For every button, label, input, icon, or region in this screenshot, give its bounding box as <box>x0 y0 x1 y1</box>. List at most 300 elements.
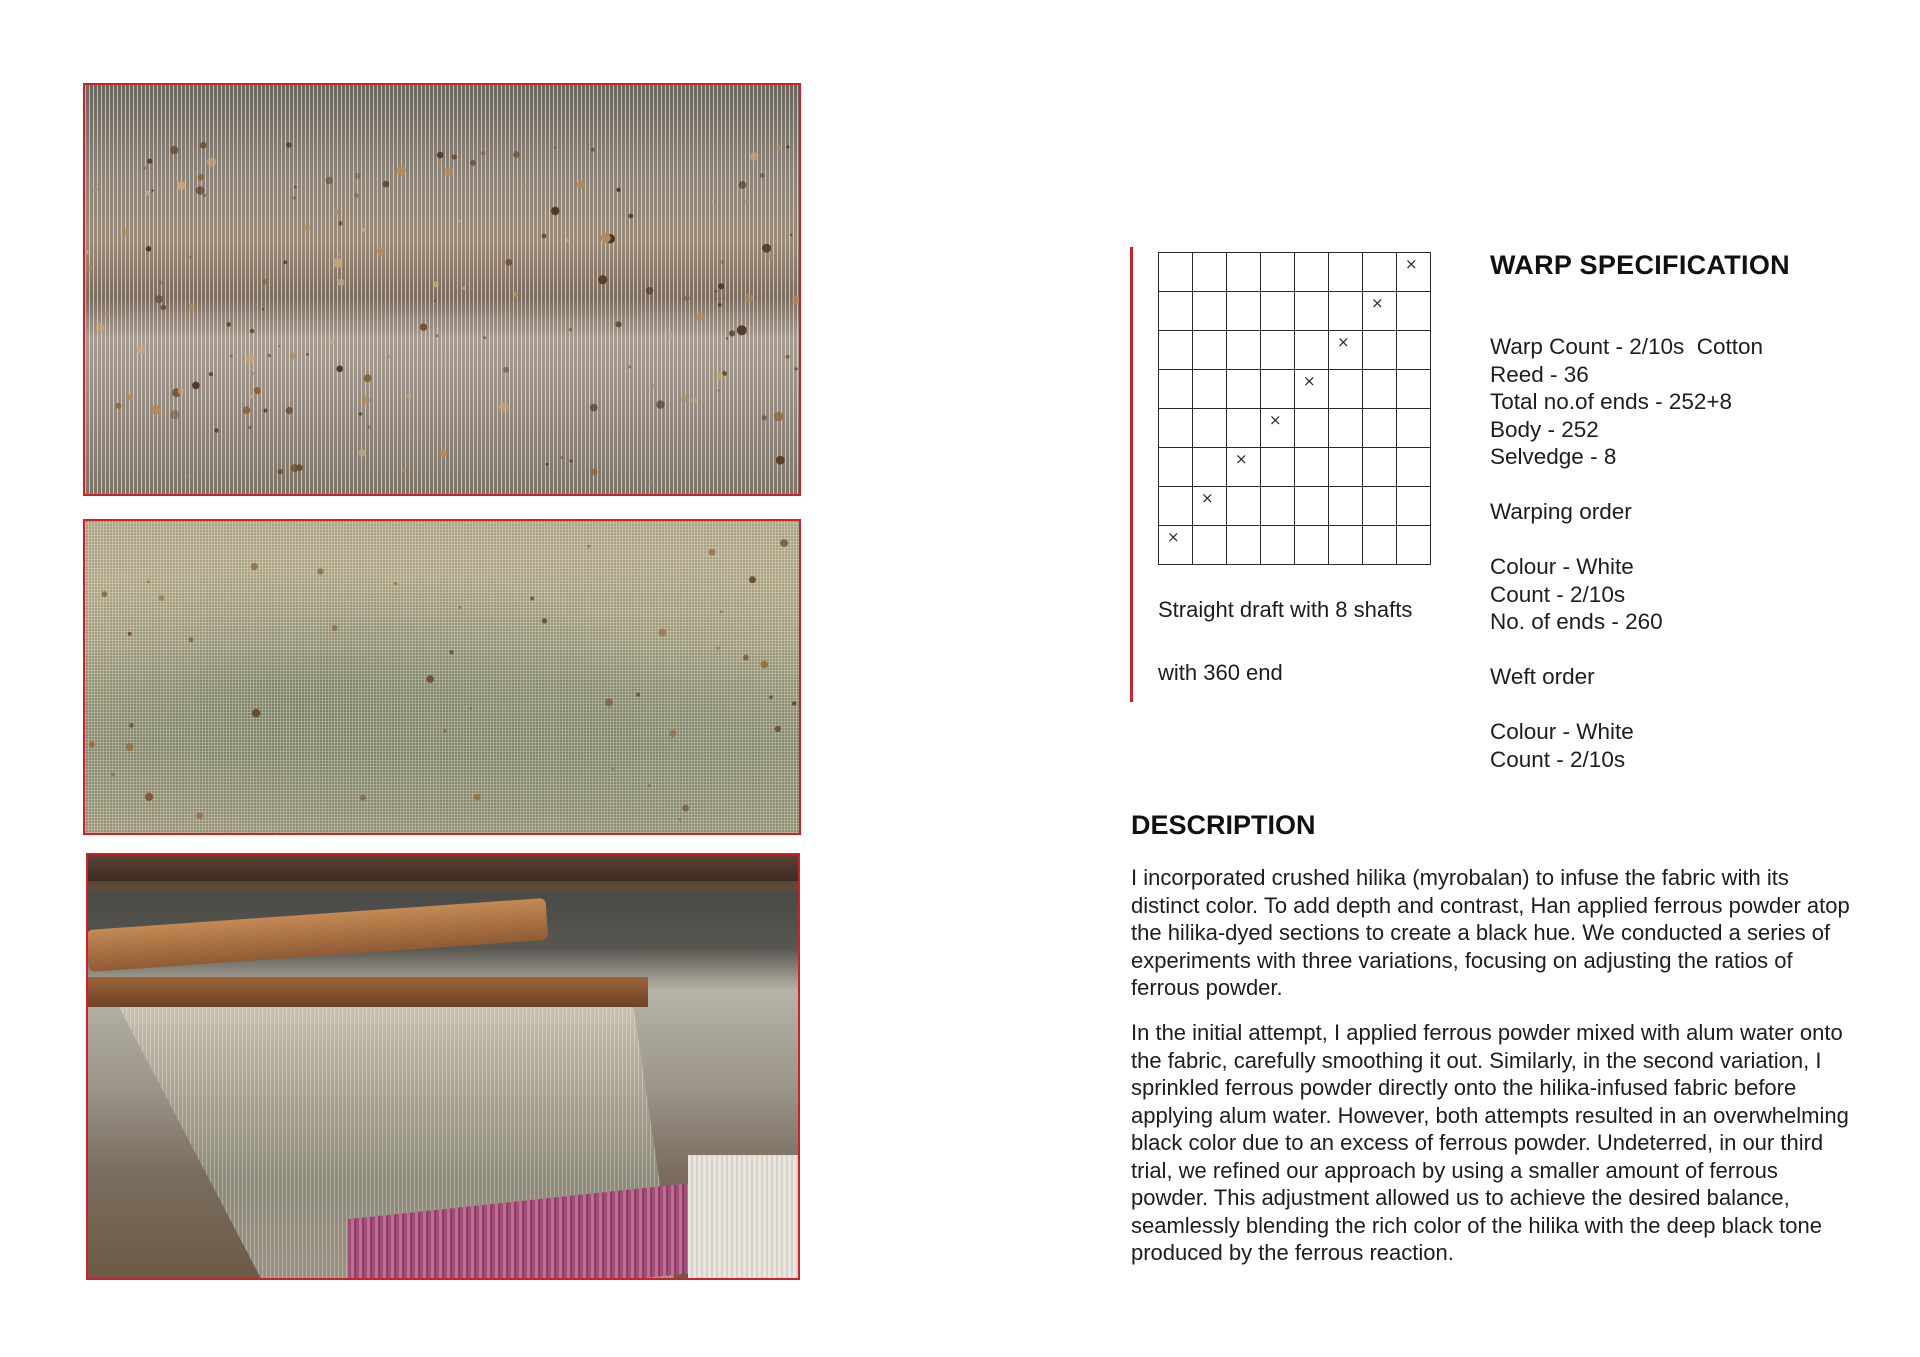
speckle <box>196 812 203 819</box>
speckle <box>151 405 160 414</box>
speckle <box>718 303 722 307</box>
draft-cell <box>1193 253 1227 292</box>
speckle <box>438 161 442 165</box>
speckle <box>750 152 759 161</box>
speckle <box>762 244 771 253</box>
speckle <box>776 145 781 150</box>
speckle <box>354 193 359 198</box>
description-paragraph-1: I incorporated crushed hilika (myrobalan) to infuse the fabric with its distinct color. To add depth and contrast, Han applied ferrous powder atop the hilika-dyed sections to create a black hue. We conducted a series of experiments with three variations, focusing on adjusting the ratios of ferrous powder. <box>1131 865 1850 1000</box>
draft-mark: × <box>1303 372 1316 390</box>
description-paragraph-2: In the initial attempt, I applied ferrous powder mixed with alum water onto the fabric, carefully smoothing it out. Similarly, in the second variation, I sprinkled ferrous powder directly onto the hilika-infused fabric before applying alum water. However, both attempts resulted in an overwhelming black color due to an excess of ferrous powder. Undeterred, in our third trial, we refined our approach by using a smaller amount of ferrous powder. This adjustment allowed us to achieve the desired balance, seamlessly blending the rich color of the hilika with the deep black tone produced by the ferrous reaction. <box>1131 1020 1849 1265</box>
warp-spec-line: Count - 2/10s <box>1490 581 1626 607</box>
speckle <box>459 606 462 609</box>
speckle <box>188 304 195 311</box>
speckle <box>530 596 534 600</box>
speckle <box>394 582 397 585</box>
speckle <box>306 353 309 356</box>
draft-cell <box>1329 292 1363 331</box>
draft-cell <box>1295 487 1329 526</box>
speckle <box>616 188 620 192</box>
draft-cell <box>1397 331 1431 370</box>
draft-cell <box>1329 448 1363 487</box>
draft-cell <box>1227 253 1261 292</box>
draft-cell <box>1159 292 1193 331</box>
warp-spec-spacer <box>1490 526 1763 554</box>
speckle <box>251 563 258 570</box>
speckle <box>286 142 292 148</box>
draft-cell <box>1397 253 1431 292</box>
speckle <box>648 784 651 787</box>
draft-cell <box>1363 487 1397 526</box>
speckle <box>776 456 785 465</box>
draft-cell <box>1295 370 1329 409</box>
speckle <box>189 637 194 642</box>
speckle <box>189 255 192 258</box>
draft-cell <box>1397 448 1431 487</box>
speckle <box>598 275 607 284</box>
speckle <box>444 167 453 176</box>
speckle <box>629 214 634 219</box>
draft-cell <box>1363 409 1397 448</box>
draft-mark: × <box>1167 528 1180 546</box>
speckle <box>359 412 362 415</box>
speckle <box>668 334 672 338</box>
speckle <box>470 160 476 166</box>
draft-cell <box>1295 448 1329 487</box>
speckle <box>739 181 747 189</box>
speckle <box>775 726 781 732</box>
speckle <box>158 595 164 601</box>
loom-warp-photo <box>83 83 801 496</box>
speckle <box>170 146 178 154</box>
speckle <box>290 352 296 358</box>
speckle <box>605 698 613 706</box>
draft-cell <box>1159 526 1193 565</box>
speckle <box>591 469 598 476</box>
speckle <box>616 321 622 327</box>
speckle <box>591 148 595 152</box>
speckle <box>214 428 218 432</box>
speckle <box>252 709 260 717</box>
warp-spec-line: No. of ends - 260 <box>1490 609 1663 634</box>
speckle <box>443 359 446 362</box>
draft-cell <box>1363 292 1397 331</box>
warp-spec-line: Colour - White <box>1490 554 1634 579</box>
speckle <box>203 194 206 197</box>
speckle <box>317 568 323 574</box>
draft-cell <box>1363 526 1397 565</box>
draft-cell <box>1261 409 1295 448</box>
draft-cell <box>1295 409 1329 448</box>
loom-weaving-photo <box>86 853 800 1280</box>
woven-fabric-closeup-photo <box>83 519 801 835</box>
speckle <box>89 742 95 748</box>
speckle <box>437 152 444 159</box>
speckle <box>102 591 108 597</box>
speckle <box>744 294 753 303</box>
speckle <box>774 412 783 421</box>
speckle <box>433 282 439 288</box>
warp-spec-spacer <box>1490 471 1763 499</box>
speckle <box>304 224 310 230</box>
draft-mark: × <box>1201 489 1214 507</box>
fabric-speckles <box>85 521 801 835</box>
draft-mark: × <box>1371 294 1384 312</box>
speckle <box>669 730 676 737</box>
speckle <box>337 253 340 256</box>
speckle <box>383 181 390 188</box>
speckle <box>246 354 255 363</box>
speckle <box>129 723 134 728</box>
speckle <box>286 407 293 414</box>
speckle <box>364 374 372 382</box>
speckle <box>178 388 185 395</box>
warp-spec-line: Warp Count - 2/10s Cotton <box>1490 334 1764 359</box>
speckle <box>396 166 406 176</box>
speckle <box>325 177 332 184</box>
speckle <box>281 746 283 748</box>
speckle <box>569 328 573 332</box>
draft-cell <box>1227 370 1261 409</box>
speckle <box>717 647 720 650</box>
speckle <box>207 157 217 167</box>
speckle <box>712 201 714 203</box>
draft-cell <box>1261 448 1295 487</box>
speckle <box>161 305 166 310</box>
draft-cell <box>1227 292 1261 331</box>
speckle <box>254 387 261 394</box>
speckle <box>522 184 526 188</box>
warp-spec-line: Total no.of ends - 252+8 <box>1490 389 1733 414</box>
speckle <box>123 229 129 235</box>
speckle <box>718 283 724 289</box>
speckle <box>293 196 296 199</box>
speckle <box>355 173 361 179</box>
speckle <box>188 474 191 477</box>
speckle <box>611 767 614 770</box>
speckle <box>792 701 797 706</box>
speckle <box>85 250 89 255</box>
speckle <box>768 253 774 259</box>
speckle <box>717 389 719 391</box>
speckle <box>474 794 481 801</box>
speckle <box>499 402 509 412</box>
speckle <box>333 258 343 268</box>
speckle <box>115 403 121 409</box>
draft-cell <box>1363 448 1397 487</box>
draft-mark: × <box>1269 411 1282 429</box>
speckle <box>440 450 447 457</box>
speckle <box>196 186 205 195</box>
draft-cell <box>1261 292 1295 331</box>
speckle <box>420 323 427 330</box>
speckle <box>682 805 689 812</box>
speckle <box>628 366 631 369</box>
speckle <box>279 345 281 347</box>
speckle <box>729 330 735 336</box>
speckle <box>458 220 461 223</box>
warp-spec-title: WARP SPECIFICATION <box>1490 250 1790 280</box>
draft-mark: × <box>1337 333 1350 351</box>
speckle <box>367 426 370 429</box>
warp-spec-line: Weft order <box>1490 664 1595 689</box>
draft-cell <box>1329 370 1363 409</box>
speckle <box>681 395 688 402</box>
speckle <box>760 173 765 178</box>
speckle <box>744 200 747 203</box>
draft-caption-ends: with 360 end <box>1158 660 1283 685</box>
warp-spec-line: Reed - 36 <box>1490 361 1589 387</box>
draft-cell <box>1329 409 1363 448</box>
speckle <box>503 367 509 373</box>
draft-cell <box>1295 331 1329 370</box>
warp-spec-line: Body - 252 <box>1490 416 1599 442</box>
speckle <box>792 296 801 305</box>
speckle <box>143 167 146 170</box>
speckle <box>145 793 153 801</box>
speckle <box>715 290 718 293</box>
speckle <box>749 576 756 583</box>
draft-cell <box>1261 526 1295 565</box>
warp-spec-spacer <box>1490 636 1763 664</box>
speckle <box>359 449 367 457</box>
speckle <box>709 549 716 556</box>
draft-caption: Straight draft with 8 shafts <box>1158 597 1413 622</box>
draft-cell <box>1329 526 1363 565</box>
draft-cell <box>1193 487 1227 526</box>
speckle <box>147 159 152 164</box>
speckle <box>436 334 439 337</box>
speckle <box>481 151 486 156</box>
speckle <box>716 372 724 380</box>
speckle <box>720 611 722 613</box>
speckle <box>360 795 366 801</box>
draft-cell <box>1329 487 1363 526</box>
speckle <box>262 308 265 311</box>
speckle <box>151 189 153 191</box>
speckle <box>103 311 109 317</box>
speckle <box>294 186 297 189</box>
speckle <box>126 394 132 400</box>
speckle <box>649 481 652 484</box>
draft-cell <box>1363 331 1397 370</box>
speckle <box>542 234 547 239</box>
speckle <box>111 772 115 776</box>
speckle <box>514 292 519 297</box>
draft-cell <box>1193 526 1227 565</box>
speckle <box>268 354 271 357</box>
draft-cell <box>1159 487 1193 526</box>
speckle <box>691 397 698 404</box>
draft-cell <box>1227 409 1261 448</box>
speckle <box>146 246 151 251</box>
draft-cell <box>1159 448 1193 487</box>
draft-cell <box>1193 409 1227 448</box>
accent-divider <box>1130 247 1133 702</box>
warp-spec-list <box>1490 333 1763 773</box>
speckle <box>646 287 654 295</box>
draft-cell <box>1261 331 1295 370</box>
speckle <box>337 279 344 286</box>
speckle <box>443 729 446 732</box>
speckle <box>93 187 98 192</box>
speckle <box>126 743 134 751</box>
speckle <box>226 322 231 327</box>
speckle <box>786 355 790 359</box>
draft-cell <box>1193 370 1227 409</box>
speckle <box>250 394 254 398</box>
speckle <box>243 406 251 414</box>
draft-mark: × <box>1235 450 1248 468</box>
speckle <box>551 207 559 215</box>
speckle <box>469 707 471 709</box>
speckle <box>402 468 406 472</box>
speckle <box>377 247 386 256</box>
draft-cell <box>1227 487 1261 526</box>
speckle <box>659 629 667 637</box>
draft-cell <box>1261 487 1295 526</box>
hilika-particles <box>85 85 801 496</box>
speckle <box>483 336 486 339</box>
draft-cell <box>1363 253 1397 292</box>
speckle <box>780 539 788 547</box>
draft-cell <box>1397 487 1431 526</box>
draft-cell <box>1329 253 1363 292</box>
speckle <box>200 142 207 149</box>
speckle <box>170 410 179 419</box>
speckle <box>158 281 162 285</box>
draft-cell <box>1227 448 1261 487</box>
speckle <box>262 279 268 285</box>
speckle <box>590 404 598 412</box>
speckle <box>332 625 338 631</box>
draft-cell <box>1363 370 1397 409</box>
speckle <box>721 260 725 264</box>
draft-cell <box>1159 370 1193 409</box>
draft-mark: × <box>1405 255 1418 273</box>
speckle <box>137 346 146 355</box>
speckle <box>743 655 749 661</box>
speckle <box>291 464 299 472</box>
description-title: DESCRIPTION <box>1131 810 1316 840</box>
draft-cell <box>1227 331 1261 370</box>
speckle <box>450 650 454 654</box>
speckle <box>96 323 105 332</box>
speckle <box>264 409 268 413</box>
speckle <box>283 260 287 264</box>
speckle <box>145 191 150 196</box>
warp-spec-line: Warping order <box>1490 499 1632 524</box>
speckle <box>560 456 563 459</box>
warp-spec-line: Count - 2/10s <box>1490 746 1626 772</box>
speckle <box>761 661 769 669</box>
white-cloth <box>688 1155 800 1280</box>
speckle <box>407 394 412 399</box>
speckle <box>463 287 466 290</box>
speckle <box>230 354 233 357</box>
speckle <box>587 545 590 548</box>
speckle <box>338 221 342 225</box>
speckle <box>386 355 390 359</box>
speckle <box>601 233 611 243</box>
speckle <box>452 154 457 159</box>
draft-cell <box>1295 253 1329 292</box>
speckle <box>656 400 664 408</box>
speckle <box>737 325 747 335</box>
speckle <box>546 463 549 466</box>
speckle <box>128 632 132 636</box>
speckle <box>330 340 335 345</box>
draft-cell <box>1295 526 1329 565</box>
speckle <box>505 259 512 266</box>
speckle <box>248 426 251 429</box>
speckle <box>362 396 370 404</box>
draft-cell <box>1295 292 1329 331</box>
speckle <box>252 372 255 375</box>
speckle <box>87 264 94 271</box>
draft-cell <box>1261 370 1295 409</box>
speckle <box>726 337 729 340</box>
loom-breast-beam <box>88 977 648 1007</box>
speckle <box>577 181 585 189</box>
speckle <box>277 469 283 475</box>
speckle <box>554 147 556 149</box>
draft-cell <box>1159 331 1193 370</box>
speckle <box>787 145 790 148</box>
draft-cell <box>1193 448 1227 487</box>
warp-spec-line: Selvedge - 8 <box>1490 444 1617 469</box>
speckle <box>362 228 366 232</box>
speckle <box>147 581 150 584</box>
speckle <box>250 329 255 334</box>
draft-cell <box>1329 331 1363 370</box>
speckle <box>569 459 572 462</box>
speckle <box>414 438 417 441</box>
speckle <box>795 367 798 370</box>
speckle <box>790 234 792 236</box>
warp-spec-spacer <box>1490 691 1763 719</box>
speckle <box>769 695 773 699</box>
loom-beater <box>87 898 549 972</box>
draft-cell <box>1261 253 1295 292</box>
draft-cell <box>1193 292 1227 331</box>
speckle <box>566 239 569 242</box>
speckle <box>177 181 186 190</box>
speckle <box>434 300 436 302</box>
warp-spec-line: Colour - White <box>1490 719 1634 744</box>
draft-cell <box>1397 370 1431 409</box>
speckle <box>155 295 163 303</box>
speckle <box>679 818 681 820</box>
straight-draft-grid <box>1158 252 1431 565</box>
draft-cell <box>1397 526 1431 565</box>
loom-frame <box>88 855 798 881</box>
draft-cell <box>1397 409 1431 448</box>
draft-cell <box>1159 253 1193 292</box>
draft-cell <box>1159 409 1193 448</box>
speckle <box>334 209 339 214</box>
draft-cell <box>1397 292 1431 331</box>
draft-cell <box>1193 331 1227 370</box>
speckle <box>336 366 343 373</box>
speckle <box>636 693 640 697</box>
speckle <box>198 174 205 181</box>
speckle <box>542 618 547 623</box>
speckle <box>209 372 213 376</box>
speckle <box>192 382 200 390</box>
speckle <box>513 151 520 158</box>
speckle <box>696 313 704 321</box>
